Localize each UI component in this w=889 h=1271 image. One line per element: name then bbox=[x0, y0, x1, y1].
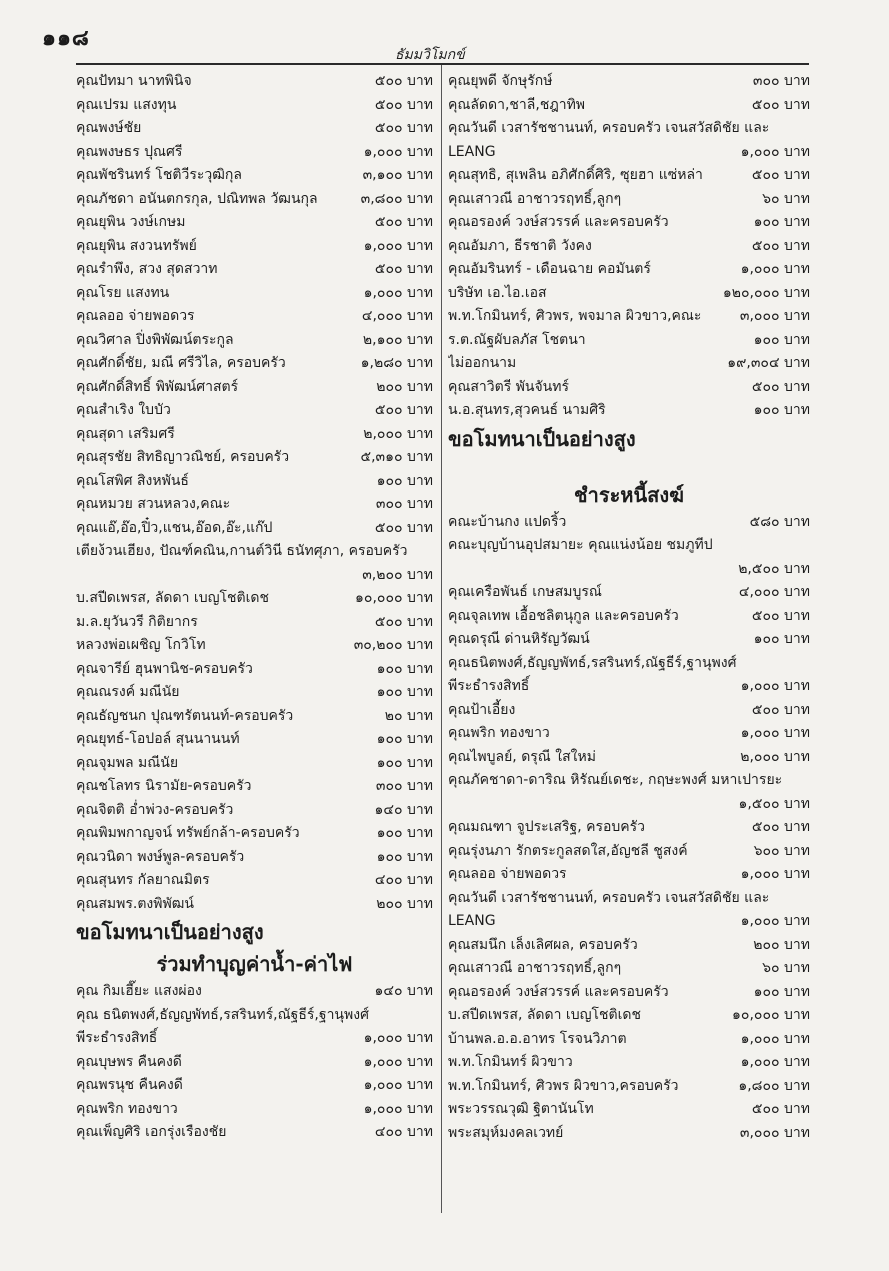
donor-name: คุณดรุณี ด่านหิรัญวัฒน์ bbox=[448, 631, 590, 647]
donation-amount: ๑,๐๐๐ บาท bbox=[740, 1054, 810, 1070]
donation-amount: ๑๐๐ บาท bbox=[753, 983, 810, 1000]
donation-row bbox=[448, 305, 810, 329]
donor-name: คุณลออ จ่ายพอดวร bbox=[448, 866, 567, 882]
section-heading: ขอโมทนาเป็นอย่างสูง bbox=[448, 426, 636, 451]
donation-row bbox=[448, 746, 810, 770]
donation-amount: ๕๐๐ บาท bbox=[374, 120, 433, 136]
donation-row bbox=[448, 887, 810, 911]
donor-name: คุณยุพิน สงวนทรัพย์ bbox=[76, 237, 197, 254]
donation-row bbox=[448, 376, 810, 400]
donor-name: คุณรุ่งนภา รักตระกูลสดใส,อัญชลี ชูสงค์ bbox=[448, 842, 688, 859]
donation-amount: ๕๐๐ บาท bbox=[374, 402, 433, 418]
donation-row bbox=[448, 188, 810, 212]
donation-row bbox=[448, 141, 810, 165]
donor-name: คุณบุษพร คืนคงดี bbox=[76, 1053, 182, 1070]
donation-amount: ๑,๐๐๐ บาท bbox=[363, 1077, 433, 1093]
donation-amount: ๑๐๐ บาท bbox=[376, 848, 433, 865]
donor-name: คุณสมพร.ตงพิพัฒน์ bbox=[76, 895, 194, 912]
donor-name: หลวงพ่อเผชิญ โกวิโท bbox=[76, 637, 206, 653]
donor-name: คุณโสพิศ สิงหพันธ์ bbox=[76, 472, 189, 489]
donation-row bbox=[76, 681, 433, 705]
donation-row bbox=[448, 282, 810, 306]
donation-amount: ๒,๕๐๐ บาท bbox=[738, 560, 810, 577]
donation-amount: ๕๐๐ บาท bbox=[751, 819, 810, 835]
section-spacer bbox=[448, 455, 810, 479]
donation-row bbox=[448, 769, 810, 793]
donor-name: คุณสุนทร กัลยาณมิตร bbox=[76, 872, 210, 888]
donation-amount: ๓,๐๐๐ บาท bbox=[739, 308, 810, 324]
donation-amount: ๒,๐๐๐ บาท bbox=[740, 748, 810, 765]
donor-name: เตียง้วนเฮียง, ปัณฑ์คณิน,กานต์วินี ธนัทศุภา, ครอบครัว bbox=[76, 543, 408, 559]
donation-row bbox=[448, 722, 810, 746]
donation-amount: ๕๐๐ บาท bbox=[374, 73, 433, 89]
donation-row bbox=[448, 1051, 810, 1075]
donor-name: คุณณรงค์ มณีนัย bbox=[76, 684, 180, 700]
section-heading: ร่วมทำบุญค่าน้ำ-ค่าไฟ bbox=[156, 952, 353, 976]
donation-amount: ๑,๐๐๐ บาท bbox=[740, 725, 810, 741]
donation-row bbox=[76, 799, 433, 823]
donation-amount: ๔,๐๐๐ บาท bbox=[361, 308, 433, 324]
donation-amount: ๖๐ บาท bbox=[762, 960, 810, 976]
donation-amount: ๑,๐๐๐ บาท bbox=[363, 1053, 433, 1070]
donor-name: คุณภัคชาดา-ดาริณ หิรัณย์เดชะ, กฤษะพงศ์ มหาเปารยะ bbox=[448, 772, 783, 788]
donation-amount: ๕๐๐ บาท bbox=[374, 519, 433, 536]
donor-name: คุณแอ๊,อ๊อ,ปิ๋ว,แชน,อ๊อด,อ๊ะ,แก๊ป bbox=[76, 519, 273, 536]
donation-row bbox=[448, 534, 810, 558]
donation-amount: ๑,๐๐๐ บาท bbox=[363, 1100, 433, 1117]
donation-row bbox=[76, 846, 433, 870]
donation-amount: ๑๐๐ บาท bbox=[753, 331, 810, 348]
donation-row bbox=[448, 840, 810, 864]
donor-name: คุณอัมรินทร์ - เดือนฉาย คอมันตร์ bbox=[448, 261, 651, 277]
donation-row bbox=[76, 611, 433, 635]
running-title: ธัมมวิโมกข์ bbox=[395, 47, 465, 63]
donation-amount: ๑,๐๐๐ บาท bbox=[740, 261, 810, 277]
donation-amount: ๖๐๐ บาท bbox=[753, 842, 810, 859]
donor-name: คุณพริก ทองขาว bbox=[76, 1100, 178, 1117]
donor-name: ม.ล.ยุวันวรี กิติยากร bbox=[76, 613, 198, 630]
donor-name: คุณชโลทร นิรามัย-ครอบครัว bbox=[76, 778, 252, 794]
donation-row bbox=[448, 1098, 810, 1122]
donor-name: คุณไพบูลย์, ดรุณี ใสใหม่ bbox=[448, 748, 596, 765]
donor-name: คุณหมวย สวนหลวง,คณะ bbox=[76, 496, 231, 512]
donor-name: คุณวนิดา พงษ์พูล-ครอบครัว bbox=[76, 848, 245, 865]
donor-name: คณะบ้านกง แปดริ้ว bbox=[448, 513, 567, 530]
donation-amount: ๒๐๐ บาท bbox=[376, 378, 433, 395]
donation-amount: ๔๐๐ บาท bbox=[374, 872, 433, 888]
donor-name: คุณยุพดี จักษุรักษ์ bbox=[448, 73, 553, 89]
donation-amount: ๑,๕๐๐ บาท bbox=[738, 795, 810, 812]
donation-amount: ๕๐๐ บาท bbox=[374, 96, 433, 113]
donation-row bbox=[448, 558, 810, 582]
donation-row bbox=[448, 1004, 810, 1028]
donor-name: คุณสุทธิ, สุเพลิน อภิศักดิ์ศิริ, ซุยฮา แซ่หล่า bbox=[448, 167, 703, 183]
donor-name: พีระธำรงสิทธิ์ bbox=[76, 1030, 158, 1046]
donation-amount: ๕๐๐ บาท bbox=[374, 261, 433, 277]
donation-row bbox=[76, 235, 433, 259]
donor-name: คณะบุญบ้านอุปสมายะ คุณแน่งน้อย ชมภูทีป bbox=[448, 537, 713, 553]
donation-amount: ๑,๐๐๐ บาท bbox=[363, 1030, 433, 1046]
donation-row bbox=[76, 869, 433, 893]
donor-name: LEANG bbox=[448, 143, 496, 160]
donation-amount: ๑๐๐ บาท bbox=[376, 754, 433, 771]
donation-row bbox=[448, 258, 810, 282]
donation-row bbox=[76, 211, 433, 235]
donation-amount: ๒๐ บาท bbox=[384, 707, 433, 724]
donation-amount: ๑๐,๐๐๐ บาท bbox=[355, 590, 433, 606]
donation-amount: ๓,๑๐๐ บาท bbox=[362, 167, 433, 183]
page-number: ๑๑๘ bbox=[42, 25, 90, 51]
donation-amount: ๒๐๐ บาท bbox=[753, 936, 810, 953]
right-column bbox=[448, 70, 810, 1265]
donor-name: คุณ ธนิตพงศ์,ธัญญพัทธ์,รสรินทร์,ณัฐธีร์,ฐานุพงศ์ bbox=[76, 1006, 369, 1023]
donation-amount: ๕,๓๑๐ บาท bbox=[360, 449, 433, 465]
donation-row bbox=[448, 981, 810, 1005]
donor-name: LEANG bbox=[448, 913, 496, 929]
donor-name: คุณยุพิน วงษ์เกษม bbox=[76, 214, 186, 230]
donation-row bbox=[76, 980, 433, 1004]
donation-amount: ๑,๐๐๐ บาท bbox=[740, 143, 810, 160]
donation-row bbox=[76, 117, 433, 141]
donor-name: คุณอรองค์ วงษ์สวรรค์ และครอบครัว bbox=[448, 214, 669, 230]
donation-row bbox=[76, 705, 433, 729]
donor-name: พ.ท.โกมินทร์, ศิวพร ผิวขาว,ครอบครัว bbox=[448, 1077, 679, 1094]
donation-amount: ๒,๑๐๐ บาท bbox=[362, 331, 433, 348]
donor-name: พ.ท.โกมินทร์ ผิวขาว bbox=[448, 1054, 573, 1070]
donation-amount: ๑๐๐ บาท bbox=[376, 684, 433, 700]
donation-row bbox=[448, 934, 810, 958]
donation-amount: ๑๐๐ บาท bbox=[376, 472, 433, 489]
donation-row bbox=[76, 399, 433, 423]
donor-name: คุณจิตติ อ่ำพ่วง-ครอบครัว bbox=[76, 801, 234, 818]
donor-name: คุณสุรชัย สิทธิญาวณิชย์, ครอบครัว bbox=[76, 449, 290, 465]
donation-amount: ๓๐๐ บาท bbox=[752, 73, 810, 89]
donation-row bbox=[448, 399, 810, 423]
donation-amount: ๔๐๐ บาท bbox=[374, 1124, 433, 1140]
donation-amount: ๕๐๐ บาท bbox=[751, 607, 810, 624]
donor-name: คุณจุมพล มณีนัย bbox=[76, 754, 179, 771]
header-rule bbox=[76, 63, 809, 65]
donor-name: คุณพงษธร ปุณศรี bbox=[76, 143, 183, 160]
donation-row bbox=[448, 1122, 810, 1146]
donor-name: คุณสุดา เสริมศรี bbox=[76, 425, 175, 442]
donation-amount: ๔,๐๐๐ บาท bbox=[738, 584, 810, 600]
donation-row bbox=[448, 863, 810, 887]
donor-name: คุณอรองค์ วงษ์สวรรค์ และครอบครัว bbox=[448, 983, 669, 1000]
donation-row bbox=[76, 634, 433, 658]
donor-name: คุณสมนึก เล็งเลิศผล, ครอบครัว bbox=[448, 936, 638, 953]
donor-name: คุณธนิตพงศ์,ธัญญพัทธ์,รสรินทร์,ณัฐธีร์,ฐานุพงศ์ bbox=[448, 654, 737, 671]
donation-row bbox=[448, 957, 810, 981]
donor-name: คุณยุทธ์-โอปอล์ สุนนานนท์ bbox=[76, 731, 240, 747]
donation-amount: ๕๐๐ บาท bbox=[751, 167, 810, 183]
donation-amount: ๓๐๐ บาท bbox=[375, 496, 433, 512]
donation-amount: ๕๐๐ บาท bbox=[751, 96, 810, 113]
donor-name: คุณภัชดา อนันตกรกุล, ปณิทพล วัฒนกุล bbox=[76, 190, 318, 207]
donation-row bbox=[448, 511, 810, 535]
column-divider bbox=[441, 65, 442, 1213]
donation-amount: ๑๐๐ บาท bbox=[376, 660, 433, 677]
donor-name: คุณรำพึง, สวง สุดสวาท bbox=[76, 261, 218, 277]
donor-name: คุณพัชรินทร์ โชติวีระวุฒิกุล bbox=[76, 167, 242, 183]
donor-name: คุณจุลเทพ เอื้อชลิตนุกูล และครอบครัว bbox=[448, 607, 679, 624]
donation-row bbox=[76, 164, 433, 188]
donor-name: คุณอัมภา, ธีรชาติ วังคง bbox=[448, 237, 592, 254]
donor-name: คุณเปรม แสงทุน bbox=[76, 96, 177, 113]
donation-amount: ๑๒๐,๐๐๐ บาท bbox=[722, 284, 810, 301]
donation-amount: ๑๐๐ บาท bbox=[376, 731, 433, 747]
donation-row bbox=[76, 282, 433, 306]
left-column bbox=[76, 70, 433, 1265]
donation-row bbox=[76, 564, 433, 588]
donor-name: คุณวันดี เวสารัชชานนท์, ครอบครัว เจนสวัสดิชัย และ bbox=[448, 889, 770, 906]
donation-amount: ๑๐๐ บาท bbox=[753, 214, 810, 230]
donation-row bbox=[448, 164, 810, 188]
donation-row bbox=[448, 1075, 810, 1099]
donation-row bbox=[448, 94, 810, 118]
donation-amount: ๕๘๐ บาท bbox=[749, 513, 810, 530]
donor-name: บ.สปีดเพรส, ลัดดา เบญโชติเดช bbox=[448, 1007, 642, 1023]
donor-name: คุณป้าเอี้ยง bbox=[448, 701, 516, 718]
donor-name: บริษัท เอ.ไอ.เอส bbox=[448, 284, 547, 301]
donation-amount: ๑๐๐ บาท bbox=[753, 402, 810, 418]
donation-row bbox=[76, 1121, 433, 1145]
donation-amount: ๕๐๐ บาท bbox=[374, 214, 433, 230]
donation-row bbox=[76, 446, 433, 470]
donor-name: ไม่ออกนาม bbox=[448, 355, 517, 371]
donation-row bbox=[448, 352, 810, 376]
donor-name: คุณปัทมา นาทพินิจ bbox=[76, 73, 192, 89]
donor-name: คุณจารีย์ ฮุนพานิช-ครอบครัว bbox=[76, 660, 253, 677]
donation-amount: ๑๐,๐๐๐ บาท bbox=[732, 1007, 810, 1023]
donor-name: คุณโรย แสงทน bbox=[76, 284, 170, 301]
donor-name: คุณ กิมเฮี๊ยะ แสงผ่อง bbox=[76, 983, 202, 999]
donation-amount: ๑,๐๐๐ บาท bbox=[740, 866, 810, 882]
donation-row bbox=[76, 658, 433, 682]
donation-row bbox=[448, 581, 810, 605]
donation-row bbox=[448, 793, 810, 817]
donation-row bbox=[76, 470, 433, 494]
donor-name: คุณพริก ทองขาว bbox=[448, 725, 550, 741]
donation-row bbox=[76, 822, 433, 846]
donation-row bbox=[448, 235, 810, 259]
donation-row bbox=[448, 70, 810, 94]
donation-row bbox=[76, 587, 433, 611]
donation-row bbox=[76, 1004, 433, 1028]
donation-row bbox=[76, 775, 433, 799]
donation-row bbox=[76, 423, 433, 447]
donor-name: คุณเครือพันธ์ เกษสมบูรณ์ bbox=[448, 584, 602, 600]
donation-row bbox=[448, 816, 810, 840]
donor-name: บ.สปีดเพรส, ลัดดา เบญโชติเดช bbox=[76, 590, 270, 606]
donor-name: พีระธำรงสิทธิ์ bbox=[448, 678, 530, 694]
donation-row bbox=[76, 752, 433, 776]
donor-name: พ.ท.โกมินทร์, ศิวพร, พจมาล ผิวขาว,คณะ bbox=[448, 308, 702, 324]
donor-name: คุณพงษ์ชัย bbox=[76, 120, 142, 136]
donation-row bbox=[76, 1027, 433, 1051]
donation-amount: ๑,๐๐๐ บาท bbox=[740, 678, 810, 694]
donation-amount: ๖๐ บาท bbox=[762, 190, 810, 207]
donation-row bbox=[76, 376, 433, 400]
donor-name: พระวรรณวุฒิ ฐิตานันโท bbox=[448, 1101, 594, 1117]
donation-row bbox=[76, 1051, 433, 1075]
donor-name: คุณเสาวณี อาชาวรฤทธิ์,ลูกๆ bbox=[448, 960, 622, 976]
donation-row bbox=[76, 188, 433, 212]
donor-name: คุณวันดี เวสารัชชานนท์, ครอบครัว เจนสวัสดิชัย และ bbox=[448, 120, 770, 136]
donation-row bbox=[448, 699, 810, 723]
donation-amount: ๒,๐๐๐ บาท bbox=[363, 425, 433, 442]
donation-row bbox=[76, 305, 433, 329]
donation-amount: ๑,๐๐๐ บาท bbox=[363, 237, 433, 254]
donation-row bbox=[76, 141, 433, 165]
donation-amount: ๑๔๐ บาท bbox=[374, 983, 433, 999]
donation-amount: ๑๔๐ บาท bbox=[374, 801, 433, 818]
donation-amount: ๓,๐๐๐ บาท bbox=[739, 1124, 810, 1141]
donor-name: บ้านพล.อ.อ.อาทร โรจนวิภาต bbox=[448, 1030, 627, 1047]
donation-row bbox=[76, 352, 433, 376]
donation-amount: ๓๐,๒๐๐ บาท bbox=[353, 637, 433, 653]
donation-row bbox=[76, 1074, 433, 1098]
donation-amount: ๑,๒๘๐ บาท bbox=[360, 355, 433, 371]
donor-name: ร.ต.ณัฐผับลภัส โชตนา bbox=[448, 331, 586, 348]
donor-name: คุณวิศาล ปิ่งพิพัฒน์ตระกูล bbox=[76, 331, 234, 348]
donation-amount: ๑,๐๐๐ บาท bbox=[363, 143, 433, 160]
donor-name: คุณลัดดา,ชาลี,ชฎาทิพ bbox=[448, 96, 586, 113]
donation-amount: ๑,๐๐๐ บาท bbox=[740, 1030, 810, 1047]
donation-row bbox=[448, 628, 810, 652]
donation-amount: ๑,๐๐๐ บาท bbox=[740, 913, 810, 929]
donation-amount: ๑๙,๓๐๔ บาท bbox=[727, 355, 810, 371]
donation-row bbox=[76, 329, 433, 353]
donor-name: คุณเสาวณี อาชาวรฤทธิ์,ลูกๆ bbox=[448, 190, 622, 207]
donation-row bbox=[76, 540, 433, 564]
donor-name: คุณลออ จ่ายพอดวร bbox=[76, 308, 195, 324]
donation-amount: ๑,๐๐๐ บาท bbox=[363, 284, 433, 301]
donor-name: คุณพิมพกาญจน์ ทรัพย์กล้า-ครอบครัว bbox=[76, 825, 300, 841]
donor-name: คุณสาวิตรี พันจันทร์ bbox=[448, 378, 570, 395]
section-heading: ชำระหนี้สงฆ์ bbox=[574, 482, 684, 507]
donor-name: คุณศักดิ์สิทธิ์ พิพัฒน์ศาสตร์ bbox=[76, 378, 239, 395]
donor-name: คุณเพ็ญศิริ เอกรุ่งเรืองชัย bbox=[76, 1124, 227, 1140]
donation-row bbox=[76, 893, 433, 917]
donation-row bbox=[448, 211, 810, 235]
donation-amount: ๑๐๐ บาท bbox=[376, 825, 433, 841]
donation-row bbox=[448, 675, 810, 699]
donation-amount: ๓๐๐ บาท bbox=[375, 778, 433, 794]
donation-row bbox=[448, 1028, 810, 1052]
donation-row bbox=[76, 258, 433, 282]
donation-amount: ๕๐๐ บาท bbox=[751, 378, 810, 395]
donor-name: น.อ.สุนทร,สุวคนธ์ นามศิริ bbox=[448, 402, 606, 418]
section-heading: ขอโมทนาเป็นอย่างสูง bbox=[76, 920, 264, 944]
donation-row bbox=[76, 728, 433, 752]
donation-row bbox=[76, 70, 433, 94]
donation-amount: ๕๐๐ บาท bbox=[374, 613, 433, 630]
donation-row bbox=[448, 910, 810, 934]
donation-row bbox=[448, 605, 810, 629]
donor-name: คุณมณฑา จูประเสริฐ, ครอบครัว bbox=[448, 819, 646, 835]
donation-amount: ๕๐๐ บาท bbox=[751, 1101, 810, 1117]
donor-name: คุณศักดิ์ชัย, มณี ศรีวิไล, ครอบครัว bbox=[76, 355, 286, 371]
donation-amount: ๕๐๐ บาท bbox=[751, 701, 810, 718]
donation-row bbox=[76, 1098, 433, 1122]
donation-amount: ๑๐๐ บาท bbox=[753, 631, 810, 647]
donation-row bbox=[448, 329, 810, 353]
donation-amount: ๑,๘๐๐ บาท bbox=[738, 1077, 810, 1094]
donation-row bbox=[76, 517, 433, 541]
donation-row bbox=[448, 117, 810, 141]
donor-name: คุณธัญชนก ปุณฑรัตนนท์-ครอบครัว bbox=[76, 707, 294, 724]
donation-row bbox=[76, 94, 433, 118]
donation-amount: ๕๐๐ บาท bbox=[751, 237, 810, 254]
donation-row bbox=[448, 652, 810, 676]
donation-row bbox=[76, 493, 433, 517]
donation-amount: ๓,๘๐๐ บาท bbox=[360, 190, 433, 207]
donor-name: คุณสำเริง ใบบัว bbox=[76, 402, 171, 418]
donor-name: คุณพรนุช คืนคงดี bbox=[76, 1077, 183, 1093]
donor-name: พระสมุห์มงคลเวทย์ bbox=[448, 1124, 564, 1141]
donation-amount: ๓,๒๐๐ บาท bbox=[362, 566, 433, 583]
donation-amount: ๒๐๐ บาท bbox=[376, 895, 433, 912]
